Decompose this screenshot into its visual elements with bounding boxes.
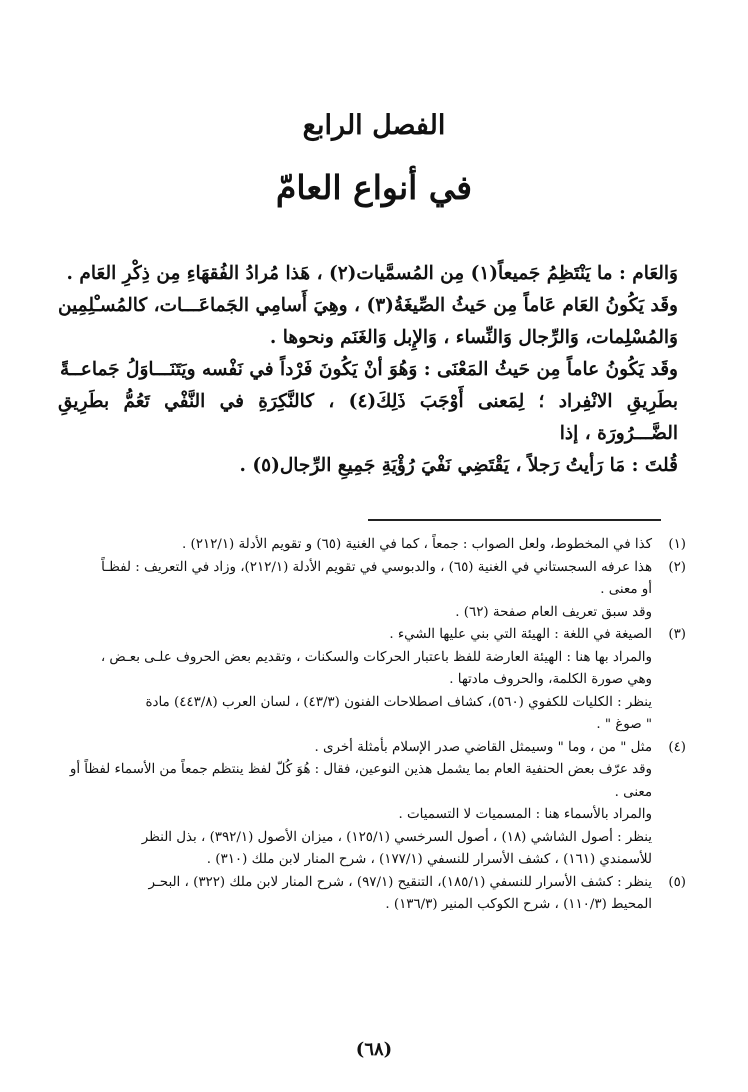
footnote-line: ينظر : كشف الأسرار للنسفي (١٨٥/١)، التنقيح (٩٧/١) ، شرح المنار لابن ملك (٣٢٢) ، البحـر [148,874,652,890]
footnote-separator [368,519,661,521]
footnote-number: (٣) [668,627,686,642]
footnote-5 [54,872,686,917]
body-line: وقَد يَكُونُ عاماً مِن حَيثُ المَعْنَى : وَهُوَ أنْ يَكُونَ فَرْداً في نَفْسه ويَتَنَـــاوَلُ جَماعــةً [60,359,678,380]
body-line: قُلتَ : مَا رَأيتُ رَجلاً ، يَقْتَضِي نَفْيَ رُؤْيَةِ جَمِيعِ الرِّجال(٥) . [239,455,678,476]
page-number: (٦٨) [355,1039,393,1060]
footnote-line: مثل " من ، وما " وسيمثل القاضي صدر الإسلام بأمثلة أخرى . [314,739,652,755]
footnote-1 [54,534,686,557]
footnote-line: أو معنى . [600,582,652,597]
footnote-number: (١) [668,537,686,552]
footnote-line: هذا عرفه السجستاني في الغنية (٦٥) ، والدبوسي في تقويم الأدلة (٢١٢/١)، وزاد في التعريف : لفظـاً [101,559,652,575]
footnote-line: للأسمندي (١٦١) ، كشف الأسرار للنسفي (١٧٧/١) ، شرح المنار لابن ملك (٣١٠) . [206,852,652,867]
body-line: وقَد يَكُونُ العَام عَاماً مِن حَيثُ الصِّيغَةُ(٣) ، وهِيَ أَسامِي الجَماعَـــات، كالمُسـْلِمِين [58,295,678,316]
footnote-line: معنى . [614,784,652,800]
body-line: وَالعَام : ما يَنْتَظِمُ جَميعاً(١) مِن المُسمَّيات(٢) ، هَذا مُرادُ الفُقهَاءِ مِن ذِكْرِ العَام . [66,263,678,284]
footnote-line: ينظر : أصول الشاشي (١٨) ، أصول السرخسي (١٢٥/١) ، ميزان الأصول (٣٩٢/١) ، بذل النظر [141,829,652,845]
footnote-line: ينظر : الكليات للكفوي (٥٦٠)، كشاف اصطلاحات الفنون (٤٣/٣) ، لسان العرب (٤٤٣/٨) مادة [145,694,652,710]
footnote-line: الصيغة في اللغة : الهيئة التي بني عليها الشيء . [389,627,652,642]
chapter-title: في أنواع العامّ [275,168,473,207]
chapter-label: الفصل الرابع [302,110,446,141]
footnote-line: والمراد بها هنا : الهيئة العارضة للفظ باعتبار الحركات والسكنات ، وتقديم بعض الحروف علـى بعـض ، [100,649,652,665]
main-text [58,258,678,482]
footnote-3 [54,624,686,737]
footnote-line: وقد عرّف بعض الحنفية العام بما يشمل هذين النوعين، فقال : هُوَ كُلّ لفظ ينتظم جمعاً من الأسماء لفظاً أو [69,762,652,777]
footnotes [54,534,686,917]
footnote-line: " صوغ " . [596,717,652,732]
footnote-line: وقد سبق تعريف العام صفحة (٦٢) . [455,604,652,620]
footnote-line: المحيط (١١٠/٣) ، شرح الكوكب المنير (١٣٦/٣) . [385,897,652,912]
footnote-2 [54,557,686,625]
body-line: بطَرِيقِ الانْفِراد ؛ لِمَعنى أَوْجَبَ ذَلِكَ(٤) ، كالنَّكِرَةِ في النَّفْي تَعُمُّ بطَرِيقِ الضَّـــرُورَة ، إذا [58,391,678,444]
footnote-line: وهي صورة الكلمة، والحروف مادتها . [449,672,652,687]
footnote-number: (٢) [668,559,686,575]
footnote-4 [54,737,686,872]
footnote-line: والمراد بالأسماء هنا : المسميات لا التسميات . [398,807,652,822]
footnote-number: (٥) [668,874,686,890]
footnote-line: كذا في المخطوط، ولعل الصواب : جمعاً ، كما في الغنية (٦٥) و تقويم الأدلة (٢١٢/١) . [181,537,652,552]
body-line: وَالمُسْلِمات، وَالرِّجال وَالنِّساء ، وَالإِبل وَالغَنَم ونحوها . [269,327,678,348]
footnote-number: (٤) [668,739,686,755]
